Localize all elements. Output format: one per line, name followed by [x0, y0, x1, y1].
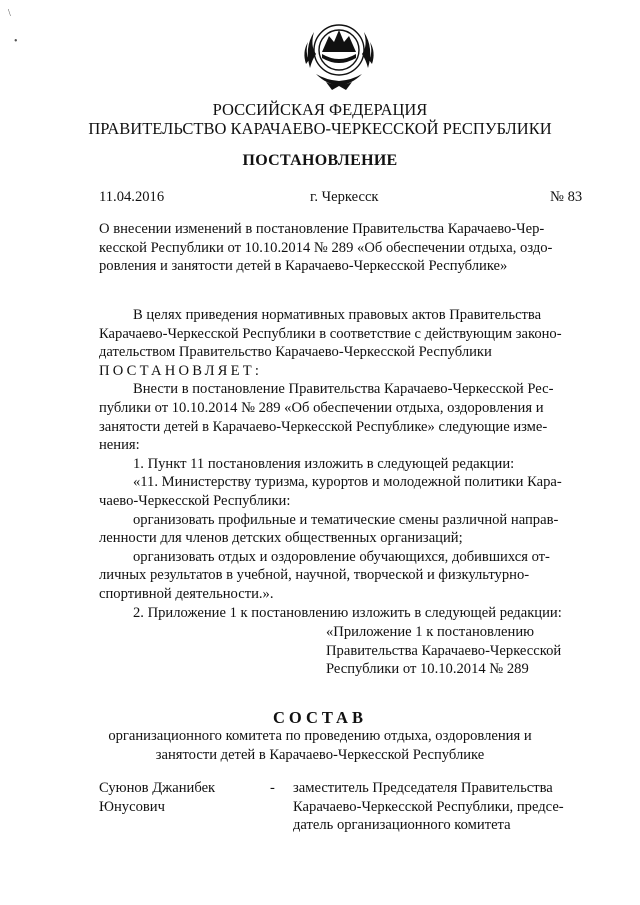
- body-line: 2. Приложение 1 к постановлению изложить в следующей редакции:: [133, 604, 562, 621]
- composition-line: организационного комитета по проведению отдыха, оздоровления и: [108, 728, 532, 744]
- body-line: нения:: [99, 437, 140, 454]
- margin-mark: •: [14, 36, 18, 47]
- body-line: занятости детей в Карачаево-Черкесской Республике» следующие изме-: [99, 418, 548, 435]
- subject-line: кесской Республики от 10.10.2014 № 289 «Об обеспечении отдыха, оздо-: [99, 239, 553, 256]
- body-line: публики от 10.10.2014 № 289 «Об обеспечении отдыха, оздоровления и: [99, 399, 544, 416]
- member-role-line: Карачаево-Черкесской Республики, предсе-: [293, 798, 564, 815]
- appendix-line: Республики от 10.10.2014 № 289: [326, 661, 529, 678]
- coat-of-arms-emblem: [296, 12, 382, 92]
- header-government: ПРАВИТЕЛЬСТВО КАРАЧАЕВО-ЧЕРКЕССКОЙ РЕСПУБЛИКИ: [88, 119, 552, 138]
- appendix-line: «Приложение 1 к постановлению: [326, 624, 535, 640]
- composition-title: СОСТАВ: [273, 708, 367, 727]
- document-place: г. Черкесск: [310, 189, 379, 205]
- member-role-line: заместитель Председателя Правительства: [293, 780, 553, 796]
- subject-line: О внесении изменений в постановление Правительства Карачаево-Чер-: [99, 221, 545, 237]
- member-name-line: Юнусович: [99, 798, 165, 815]
- document-type-title: ПОСТАНОВЛЕНИЕ: [242, 152, 398, 169]
- body-line: организовать профильные и тематические смены различной направ-: [133, 511, 559, 528]
- subject-line: ровления и занятости детей в Карачаево-Черкесской Республике»: [99, 258, 508, 275]
- body-line: организовать отдых и оздоровление обучающихся, добившихся от-: [133, 548, 550, 565]
- body-line: В целях приведения нормативных правовых актов Правительства: [133, 307, 542, 323]
- document-number: № 83: [550, 189, 583, 205]
- resolve-word: ПОСТАНОВЛЯЕТ:: [99, 362, 263, 379]
- composition-line: занятости детей в Карачаево-Черкесской Республике: [155, 746, 485, 763]
- appendix-line: Правительства Карачаево-Черкесской: [326, 642, 562, 659]
- member-role: [293, 779, 596, 835]
- composition-subtitle: [0, 727, 640, 764]
- appendix-header: [326, 623, 561, 679]
- document-date: 11.04.2016: [99, 189, 165, 205]
- body-line: ленности для членов детских общественных организаций;: [99, 530, 463, 547]
- member-name-line: Суюнов Джанибек: [99, 780, 216, 796]
- body-line: Внести в постановление Правительства Карачаево-Черкесской Рес-: [133, 381, 554, 398]
- body-line: спортивной деятельности.».: [99, 585, 274, 602]
- body-line: 1. Пункт 11 постановления изложить в следующей редакции:: [133, 455, 515, 472]
- member-name: [99, 779, 215, 816]
- body-line: чаево-Черкесской Республики:: [99, 492, 291, 509]
- header-country: РОССИЙСКАЯ ФЕДЕРАЦИЯ: [212, 100, 428, 119]
- member-dash: -: [270, 780, 275, 796]
- document-body: [99, 306, 596, 622]
- margin-mark: \: [8, 8, 11, 19]
- document-subject: [99, 220, 596, 276]
- body-line: Карачаево-Черкесской Республики в соответствие с действующим законо-: [99, 325, 562, 342]
- body-line: дательством Правительство Карачаево-Черкесской Республики: [99, 344, 492, 361]
- body-line: личных результатов в учебной, научной, творческой и физкультурно-: [99, 567, 530, 584]
- body-line: «11. Министерству туризма, курортов и молодежной политики Кара-: [133, 474, 562, 491]
- member-role-line: датель организационного комитета: [293, 817, 511, 834]
